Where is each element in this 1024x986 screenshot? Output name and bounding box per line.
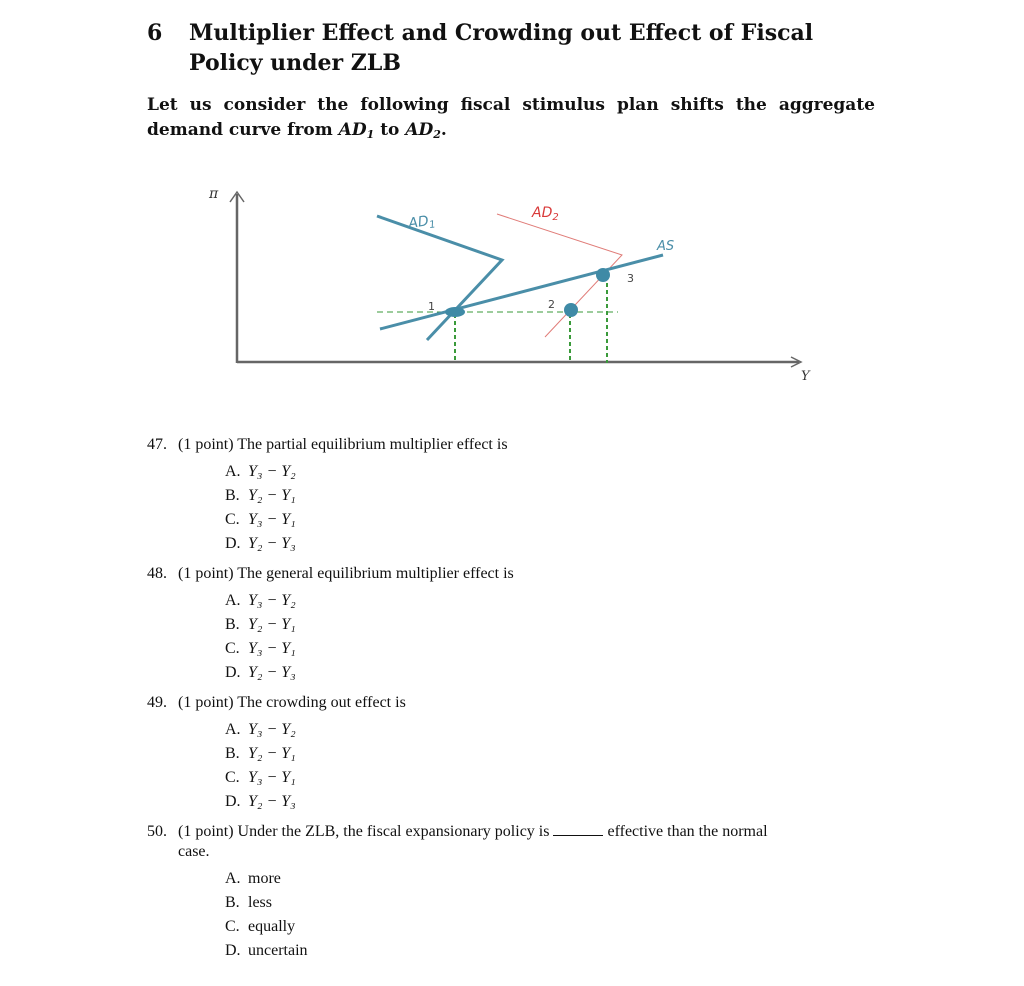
ad1-ref: $AD_1$ xyxy=(338,120,375,141)
question-continuation: case. xyxy=(178,843,210,860)
intro-paragraph: Let us consider the following fiscal stimulus plan shifts the aggregate demand curve from $AD_1$ to $AD_2$. xyxy=(147,95,875,141)
question-number: 48. xyxy=(147,565,167,582)
option-b[interactable]: B. Y₂ − Y₁ xyxy=(225,616,296,633)
option-d[interactable]: D. Y₂ − Y₃ xyxy=(225,664,296,681)
option-a[interactable]: A. Y₃ − Y₂ xyxy=(225,592,296,609)
as-label: AS xyxy=(657,239,675,254)
option-a[interactable]: A. more xyxy=(225,870,281,887)
section-number: 6 xyxy=(147,20,163,46)
option-b[interactable]: B. Y₂ − Y₁ xyxy=(225,487,296,504)
question-text: (1 point) Under the ZLB, the fiscal expansionary policy is effective than the normal xyxy=(178,823,768,840)
option-a[interactable]: A. Y₃ − Y₂ xyxy=(225,721,296,738)
option-d[interactable]: D. uncertain xyxy=(225,942,308,959)
question-number: 49. xyxy=(147,694,167,711)
question-48 xyxy=(147,562,877,586)
ad1-curve xyxy=(377,216,502,340)
point-3-label: 3 xyxy=(627,272,634,285)
option-c[interactable]: C. Y₃ − Y₁ xyxy=(225,769,296,786)
option-c[interactable]: C. Y₃ − Y₁ xyxy=(225,640,296,657)
question-text: (1 point) The general equilibrium multiplier effect is xyxy=(178,565,514,582)
ad2-ref: $AD_2$ xyxy=(405,120,441,141)
option-b[interactable]: B. Y₂ − Y₁ xyxy=(225,745,296,762)
question-text: (1 point) The crowding out effect is xyxy=(178,694,406,711)
y-axis-label: π xyxy=(209,186,219,202)
question-50 xyxy=(147,820,877,866)
equilibrium-point-1 xyxy=(445,307,465,317)
point-2-label: 2 xyxy=(548,298,555,311)
ad-as-diagram xyxy=(195,178,825,393)
option-a[interactable]: A. Y₃ − Y₂ xyxy=(225,463,296,480)
question-number: 50. xyxy=(147,823,167,840)
as-curve xyxy=(380,255,663,329)
option-c[interactable]: C. equally xyxy=(225,918,296,935)
question-49 xyxy=(147,691,877,715)
equilibrium-point-3 xyxy=(596,268,610,282)
x-axis-label: Y xyxy=(801,369,810,384)
answer-blank xyxy=(553,821,603,836)
point-1-label: 1 xyxy=(428,300,435,313)
ad1-label: $AD_1$ xyxy=(407,213,437,232)
option-b[interactable]: B. less xyxy=(225,894,272,911)
option-d[interactable]: D. Y₂ − Y₃ xyxy=(225,535,296,552)
ad2-label: $AD_2$ xyxy=(532,205,559,223)
question-text: (1 point) The partial equilibrium multiplier effect is xyxy=(178,436,508,453)
question-47 xyxy=(147,433,877,457)
intro-connector: to xyxy=(380,120,400,140)
equilibrium-point-2 xyxy=(564,303,578,317)
question-number: 47. xyxy=(147,436,167,453)
intro-text: Let us consider the following fiscal stimulus plan shifts the aggregate demand curve from xyxy=(147,95,875,140)
section-title: Multiplier Effect and Crowding out Effect of Fiscal Policy under ZLB xyxy=(189,20,814,76)
option-c[interactable]: C. Y₃ − Y₁ xyxy=(225,511,296,528)
option-d[interactable]: D. Y₂ − Y₃ xyxy=(225,793,296,810)
